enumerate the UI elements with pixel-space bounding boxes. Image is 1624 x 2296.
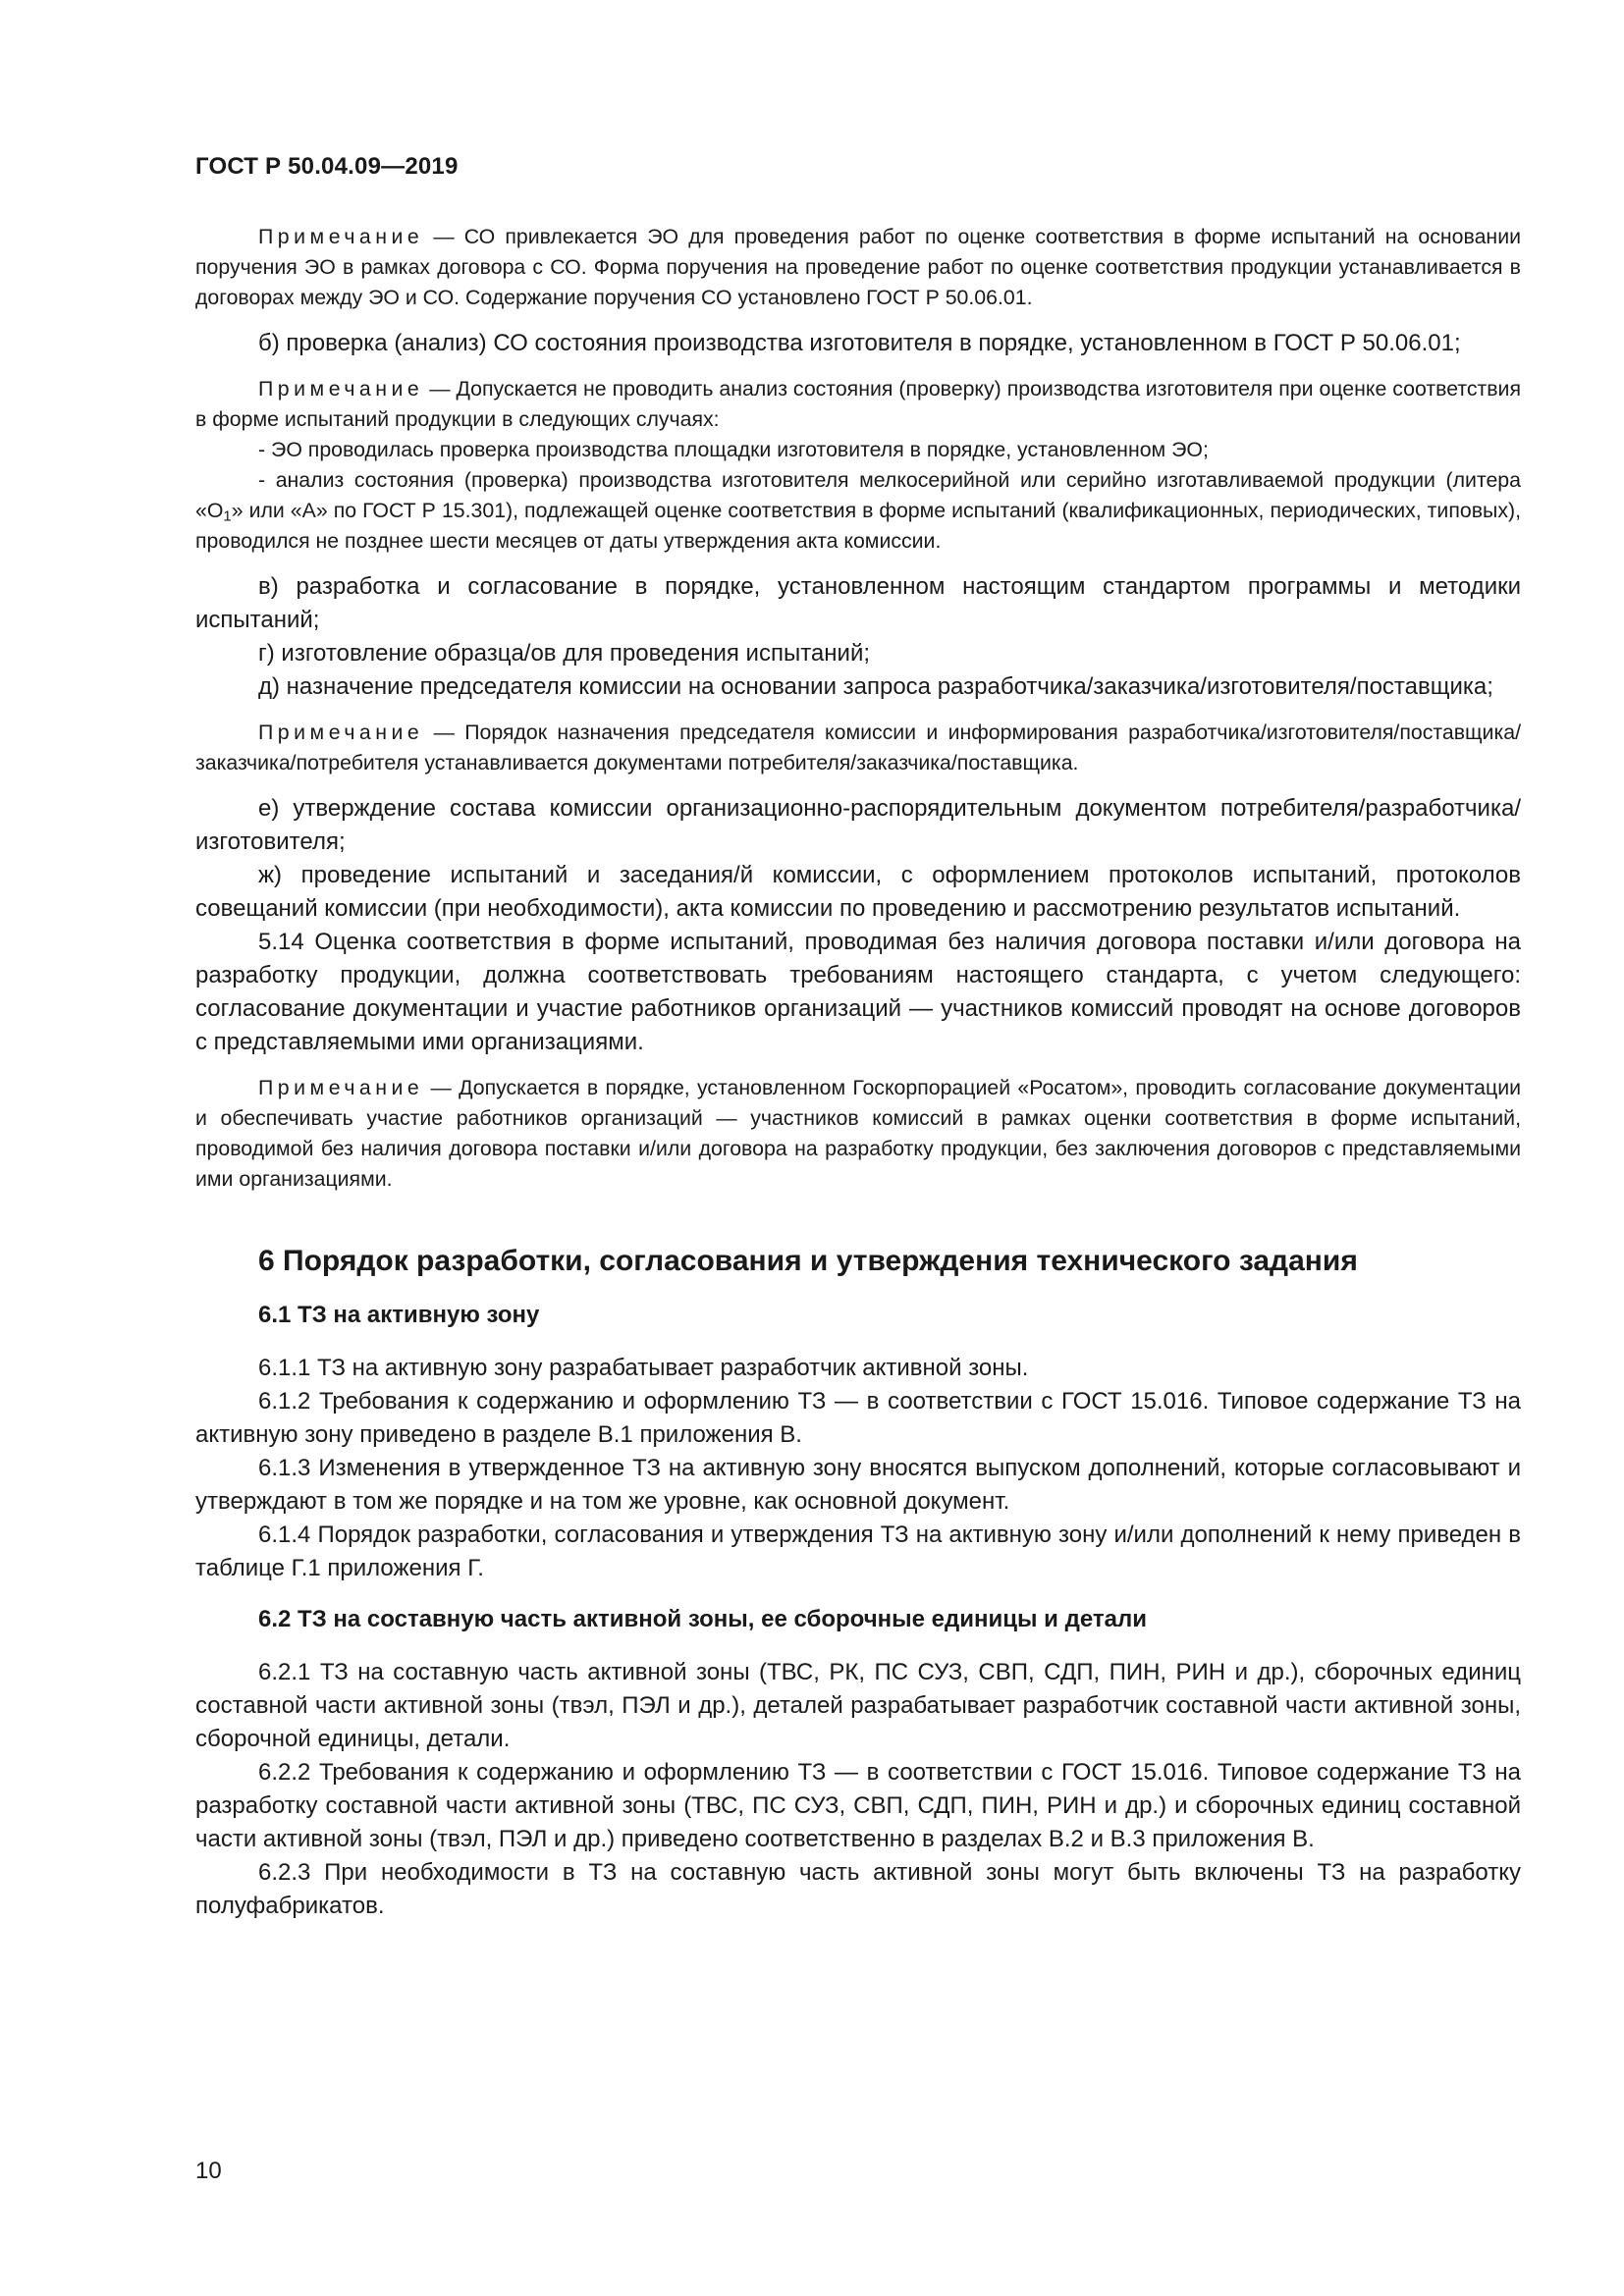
page-number: 10 (195, 2158, 222, 2184)
document-body (195, 222, 1521, 1923)
section-6-title: 6 Порядок разработки, согласования и утверждения технического задания (258, 1245, 1358, 1277)
paragraph-6-1-2: 6.1.2 Требования к содержанию и оформлению ТЗ — в соответствии с ГОСТ 15.016. Типовое содержание ТЗ на активную зону приведено в разделе В.1 приложения В. (195, 1388, 1521, 1448)
paragraph-6-1-3: 6.1.3 Изменения в утвержденное ТЗ на активную зону вносятся выпуском дополнений, которые согласовывают и утверждают в том же порядке и на том же уровне, как основной документ. (195, 1455, 1521, 1515)
note-2 (195, 374, 1521, 435)
note-2-list-item (195, 465, 1521, 557)
note-1 (195, 222, 1521, 313)
note-label: Примечание (258, 721, 424, 744)
paragraph-zh: ж) проведение испытаний и заседания/й комиссии, с оформлением протоколов испытаний, протоколов совещаний комиссии (при необходимости), акта комиссии по проведению и рассмотрению результатов испытаний. (195, 862, 1521, 922)
subsection-6-2-title: 6.2 ТЗ на составную часть активной зоны, ее сборочные единицы и детали (258, 1606, 1147, 1632)
document-code-header: ГОСТ Р 50.04.09—2019 (195, 153, 459, 180)
paragraph-6-2-1: 6.2.1 ТЗ на составную часть активной зоны (ТВС, РК, ПС СУЗ, СВП, СДП, ПИН, РИН и др.), сборочных единиц составной части активной зоны (твэл, ПЭЛ и др.), деталей разрабатывает разработчик составной части активной зоны, сборочной единицы, детали. (195, 1659, 1521, 1752)
paragraph-e: е) утверждение состава комиссии организационно-распорядительным документом потребителя/разработчика/изготовителя; (195, 795, 1521, 855)
note-label: Примечание (258, 225, 424, 248)
subscript: 1 (223, 508, 232, 525)
note-2-item-text-a: - анализ состояния (проверка) производства изготовителя мелкосерийной или серийно изготавливаемой продукции (литера «О (195, 468, 1521, 522)
note-3 (195, 718, 1521, 778)
note-4-text: — Допускается в порядке, установленном Госкорпорацией «Росатом», проводить согласование документации и обеспечивать участие работников организаций — участников комиссий в рамках оценки соответствия в форме испытаний, проводимой без наличия договора поставки и/или договора на разработку продукции, без заключения договоров с представляемыми ими организациями. (195, 1076, 1521, 1191)
paragraph-b: б) проверка (анализ) СО состояния производства изготовителя в порядке, установленном в ГОСТ Р 50.06.01; (258, 330, 1461, 356)
note-2-text: — Допускается не проводить анализ состояния (проверку) производства изготовителя при оценке соответствия в форме испытаний продукции в следующих случаях: (195, 377, 1521, 431)
note-3-text: — Порядок назначения председателя комиссии и информирования разработчика/изготовителя/поставщика/заказчика/потребителя устанавливается документами потребителя/заказчика/поставщика. (195, 721, 1521, 774)
paragraph-v: в) разработка и согласование в порядке, установленном настоящим стандартом программы и методики испытаний; (195, 573, 1521, 633)
paragraph-5-14: 5.14 Оценка соответствия в форме испытаний, проводимая без наличия договора поставки и/или договора на разработку продукции, должна соответствовать требованиям настоящего стандарта, с учетом следующего: согласование документации и участие работников организаций — участников комиссий проводят на основе договоров с представляемыми ими организациями. (195, 929, 1521, 1055)
paragraph-6-1-1: 6.1.1 ТЗ на активную зону разрабатывает разработчик активной зоны. (258, 1355, 1029, 1381)
paragraph-6-1-4: 6.1.4 Порядок разработки, согласования и утверждения ТЗ на активную зону и/или дополнений к нему приведен в таблице Г.1 приложения Г. (195, 1522, 1521, 1581)
note-4 (195, 1073, 1521, 1195)
subsection-6-1-title: 6.1 ТЗ на активную зону (258, 1302, 540, 1328)
note-2-list-item: - ЭО проводилась проверка производства площадки изготовителя в порядке, установленном ЭО; (258, 438, 1209, 461)
note-1-text: — СО привлекается ЭО для проведения работ по оценке соответствия в форме испытаний на основании поручения ЭО в рамках договора с СО. Форма поручения на проведение работ по оценке соответствия продукции устанавливается в договорах между ЭО и СО. Содержание поручения СО установлено ГОСТ Р 50.06.01. (195, 225, 1521, 309)
paragraph-6-2-2: 6.2.2 Требования к содержанию и оформлению ТЗ — в соответствии с ГОСТ 15.016. Типовое содержание ТЗ на разработку составной части активной зоны (ТВС, ПС СУЗ, СВП, СДП, ПИН, РИН и др.) и сборочных единиц составной части активной зоны (твэл, ПЭЛ и др.) приведено соответственно в разделах В.2 и В.3 приложения В. (195, 1759, 1521, 1852)
paragraph-6-2-3: 6.2.3 При необходимости в ТЗ на составную часть активной зоны могут быть включены ТЗ на разработку полуфабрикатов. (195, 1859, 1521, 1919)
paragraph-d: д) назначение председателя комиссии на основании запроса разработчика/заказчика/изготовителя/поставщика; (258, 673, 1493, 700)
note-2-item-text-b: » или «А» по ГОСТ Р 15.301), подлежащей оценке соответствия в форме испытаний (квалификационных, периодических, типовых), проводился не позднее шести месяцев от даты утверждения акта комиссии. (195, 499, 1521, 553)
paragraph-g: г) изготовление образца/ов для проведения испытаний; (258, 640, 871, 667)
note-label: Примечание (258, 377, 424, 400)
note-label: Примечание (258, 1076, 424, 1099)
